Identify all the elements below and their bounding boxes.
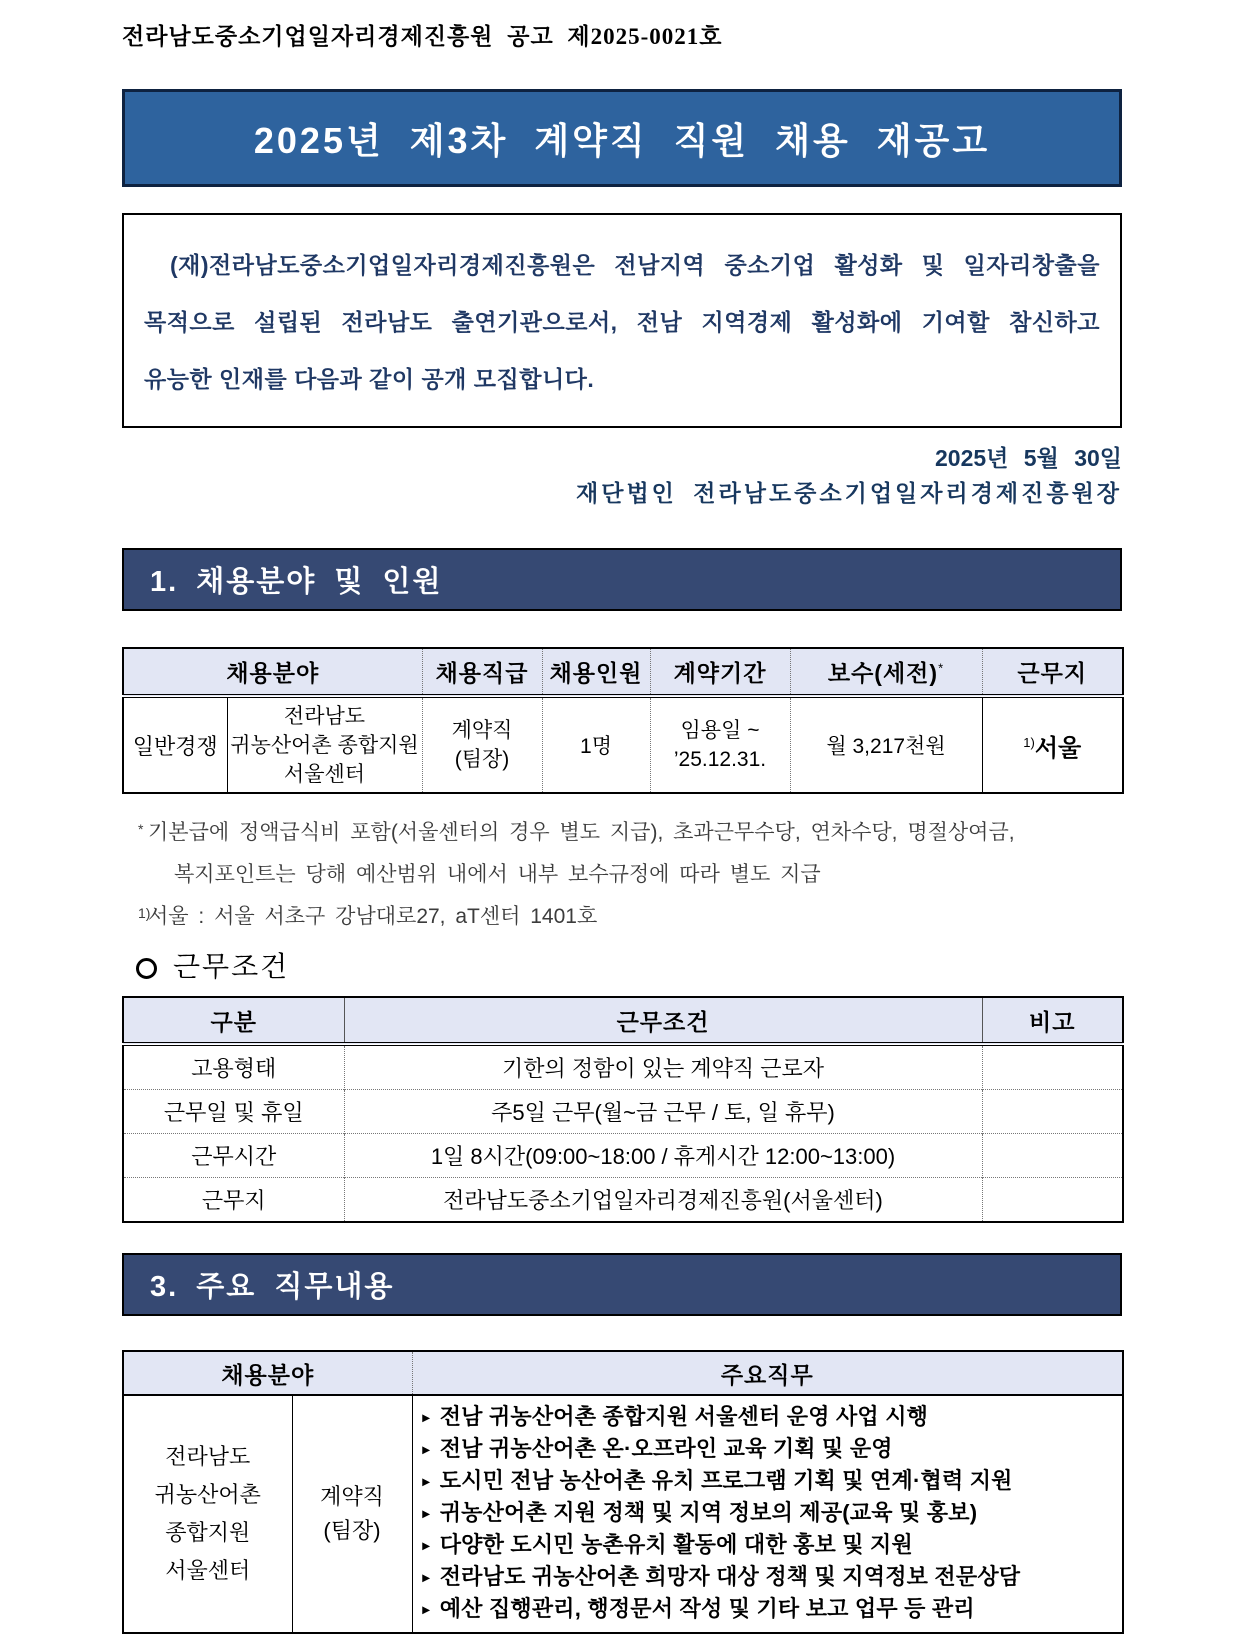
col-header-salary bbox=[790, 648, 982, 696]
cell-period bbox=[650, 696, 790, 793]
duties-header-row bbox=[123, 1351, 1123, 1395]
footnote-line: 복지포인트는 당해 예산범위 내에서 내부 보수규정에 따라 별도 지급 bbox=[174, 863, 821, 886]
grade-line: 계약직 bbox=[320, 1484, 384, 1509]
grade-line: 계약직 bbox=[451, 719, 513, 742]
duty-item bbox=[423, 1466, 1119, 1498]
announcement-signer: 재단법인 전라남도중소기업일자리경제진흥원장 bbox=[576, 480, 1122, 506]
duty-item bbox=[423, 1434, 1119, 1466]
duties-row bbox=[123, 1395, 1123, 1633]
intro-line: 목적으로 설립된 전라남도 출연기관으로서, 전남 지역경제 활성화에 기여할 참신하고 bbox=[144, 309, 1100, 335]
col-header-condition: 근무조건 bbox=[344, 997, 982, 1044]
condition-note bbox=[982, 1178, 1123, 1223]
condition-value: 전라남도중소기업일자리경제진흥원(서울센터) bbox=[344, 1178, 982, 1223]
cell-grade bbox=[292, 1395, 412, 1633]
field-line: 전라남도 bbox=[165, 1444, 251, 1469]
working-conditions-title: 근무조건 bbox=[173, 952, 290, 983]
col-header-duties: 주요직무 bbox=[412, 1351, 1123, 1395]
triangle-bullet-icon: ▸ bbox=[422, 1569, 430, 1585]
field-line: 전라남도 bbox=[283, 704, 366, 728]
condition-row bbox=[123, 1134, 1123, 1178]
grade-line: (팀장) bbox=[454, 748, 510, 771]
document-title-banner bbox=[122, 89, 1122, 187]
triangle-bullet-icon: ▸ bbox=[422, 1505, 430, 1521]
field-line: 귀농산어촌 종합지원 bbox=[230, 733, 419, 757]
condition-value: 1일 8시간(09:00~18:00 / 휴게시간 12:00~13:00) bbox=[344, 1134, 982, 1178]
cell-salary: 월 3,217천원 bbox=[790, 696, 982, 793]
recruitment-table-row bbox=[123, 696, 1123, 793]
cell-location bbox=[982, 696, 1123, 793]
duties-table bbox=[122, 1350, 1124, 1634]
condition-row bbox=[123, 1090, 1123, 1134]
field-line: 서울센터 bbox=[283, 762, 366, 786]
col-header-grade: 채용직급 bbox=[422, 648, 542, 696]
cell-field bbox=[227, 696, 422, 793]
duty-item bbox=[423, 1562, 1119, 1594]
section-3-header bbox=[122, 1253, 1122, 1316]
duty-text: 다양한 도시민 농촌유치 활동에 대한 홍보 및 지원 bbox=[439, 1532, 913, 1557]
condition-note bbox=[982, 1044, 1123, 1090]
condition-value: 주5일 근무(월~금 근무 / 토, 일 휴무) bbox=[344, 1090, 982, 1134]
working-conditions-table bbox=[122, 996, 1124, 1223]
field-line: 종합지원 bbox=[165, 1520, 251, 1545]
intro-line: 유능한 인재를 다음과 같이 공개 모집합니다. bbox=[144, 366, 595, 392]
footnote-marker-asterisk: * bbox=[138, 821, 144, 837]
intro-line: (재)전라남도중소기업일자리경제진흥원은 전남지역 중소기업 활성화 및 일자리창출을 bbox=[170, 252, 1100, 278]
col-header-count: 채용인원 bbox=[542, 648, 650, 696]
field-line: 귀농산어촌 bbox=[154, 1482, 261, 1507]
period-line: ’25.12.31. bbox=[673, 748, 767, 771]
col-header-field: 채용분야 bbox=[123, 648, 422, 696]
footnote-marker-1: 1) bbox=[138, 905, 151, 921]
col-header-note: 비고 bbox=[982, 997, 1123, 1044]
footnote-location bbox=[122, 896, 1122, 938]
footnote-salary bbox=[122, 812, 1122, 896]
section-3-title: 3. 주요 직무내용 bbox=[150, 1271, 395, 1303]
period-line: 임용일 ~ bbox=[680, 719, 760, 742]
announcement-date: 2025년 5월 30일 bbox=[935, 445, 1122, 471]
intro-box bbox=[122, 213, 1122, 428]
duty-item bbox=[423, 1498, 1119, 1530]
date-signer-block bbox=[122, 442, 1122, 512]
section-1-header bbox=[122, 548, 1122, 611]
footnotes-block bbox=[122, 812, 1122, 938]
notice-number: 전라남도중소기업일자리경제진흥원 공고 제2025-0021호 bbox=[122, 24, 723, 49]
triangle-bullet-icon: ▸ bbox=[422, 1537, 430, 1553]
condition-value: 기한의 정함이 있는 계약직 근로자 bbox=[344, 1044, 982, 1090]
working-conditions-heading bbox=[122, 950, 1122, 986]
section-1-title: 1. 채용분야 및 인원 bbox=[150, 566, 443, 598]
cell-count: 1명 bbox=[542, 696, 650, 793]
triangle-bullet-icon: ▸ bbox=[422, 1409, 430, 1425]
triangle-bullet-icon: ▸ bbox=[422, 1441, 430, 1457]
conditions-header-row bbox=[123, 997, 1123, 1044]
footnote-line: 서울 : 서울 서초구 강남대로27, aT센터 1401호 bbox=[148, 905, 598, 928]
footnote-text bbox=[148, 896, 1122, 938]
triangle-bullet-icon: ▸ bbox=[422, 1601, 430, 1617]
location-footnote-marker: 1) bbox=[1023, 734, 1035, 750]
document-title: 2025년 제3차 계약직 직원 채용 재공고 bbox=[253, 119, 991, 161]
condition-label: 근무지 bbox=[123, 1178, 344, 1223]
circle-bullet-icon bbox=[136, 958, 157, 979]
condition-label: 근무시간 bbox=[123, 1134, 344, 1178]
recruitment-table bbox=[122, 647, 1124, 794]
duty-text: 전남 귀농산어촌 종합지원 서울센터 운영 사업 시행 bbox=[439, 1404, 929, 1429]
grade-line: (팀장) bbox=[323, 1518, 381, 1543]
salary-header-text: 보수(세전) bbox=[827, 660, 939, 686]
col-header-type: 구분 bbox=[123, 997, 344, 1044]
duty-text: 전라남도 귀농산어촌 희망자 대상 정책 및 지역정보 전문상담 bbox=[439, 1564, 1021, 1589]
condition-label: 근무일 및 휴일 bbox=[123, 1090, 344, 1134]
duty-text: 예산 집행관리, 행정문서 작성 및 기타 보고 업무 등 관리 bbox=[439, 1596, 975, 1621]
duty-item bbox=[423, 1402, 1119, 1434]
duty-item bbox=[423, 1594, 1119, 1626]
cell-category: 일반경쟁 bbox=[123, 696, 227, 793]
col-header-location: 근무지 bbox=[982, 648, 1123, 696]
triangle-bullet-icon: ▸ bbox=[422, 1473, 430, 1489]
duty-text: 귀농산어촌 지원 정책 및 지역 정보의 제공(교육 및 홍보) bbox=[439, 1500, 978, 1525]
col-header-field: 채용분야 bbox=[123, 1351, 412, 1395]
col-header-period: 계약기간 bbox=[650, 648, 790, 696]
condition-row bbox=[123, 1044, 1123, 1090]
recruitment-table-header-row bbox=[123, 648, 1123, 696]
cell-grade bbox=[422, 696, 542, 793]
cell-duties bbox=[412, 1395, 1123, 1633]
duty-text: 전남 귀농산어촌 온·오프라인 교육 기획 및 운영 bbox=[439, 1436, 893, 1461]
document-page bbox=[122, 18, 1122, 1634]
condition-row bbox=[123, 1178, 1123, 1223]
duty-item bbox=[423, 1530, 1119, 1562]
footnote-text bbox=[148, 812, 1122, 896]
field-line: 서울센터 bbox=[165, 1558, 251, 1583]
condition-label: 고용형태 bbox=[191, 1056, 277, 1081]
cell-field bbox=[123, 1395, 292, 1633]
duty-text: 도시민 전남 농산어촌 유치 프로그램 기획 및 연계·협력 지원 bbox=[439, 1468, 1013, 1493]
footnote-line: 기본급에 정액급식비 포함(서울센터의 경우 별도 지급), 초과근무수당, 연차수당, 명절상여금, bbox=[148, 821, 1015, 844]
condition-note bbox=[982, 1090, 1123, 1134]
location-text: 서울 bbox=[1034, 734, 1082, 762]
salary-footnote-marker: * bbox=[938, 660, 945, 676]
condition-note bbox=[982, 1134, 1123, 1178]
